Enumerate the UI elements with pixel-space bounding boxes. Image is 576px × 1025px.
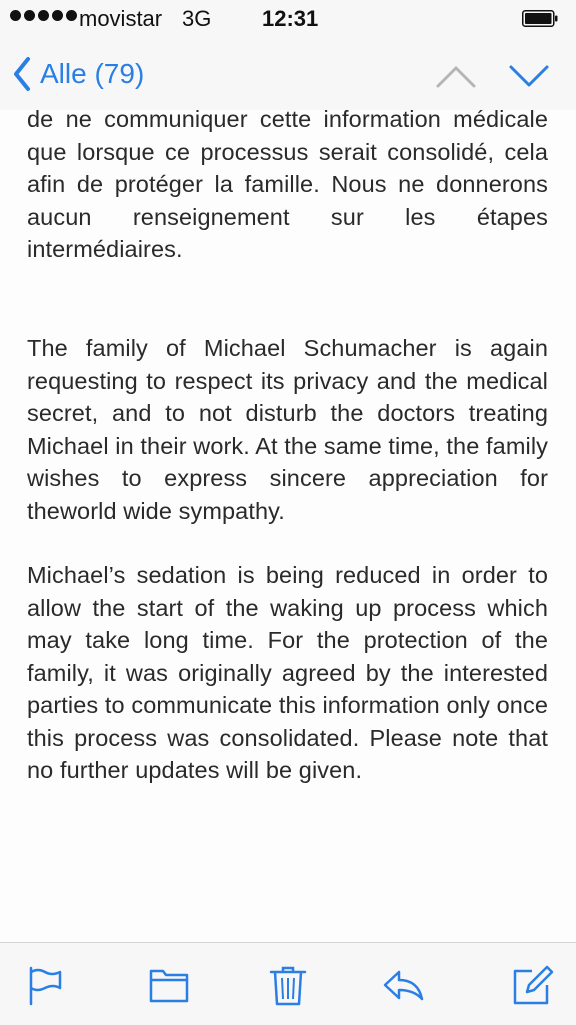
back-button[interactable]: [12, 56, 144, 92]
trash-icon: [266, 963, 310, 1007]
network-type: 3G: [182, 6, 212, 31]
signal-strength-icon: [10, 10, 77, 21]
bottom-toolbar: [0, 942, 576, 1025]
message-body[interactable]: [0, 110, 576, 942]
message-paragraph-privacy: The family of Michael Schumacher is again requesting to respect its privacy and the medical secret, and to not disturb the doctors treating Michael in their work. At the same time, the family wishes to express sincere appreciation for theworld wide sympathy.: [27, 335, 548, 524]
nav-bar: [0, 38, 576, 110]
message-paragraph-sedation: Michael’s sedation is being reduced in order to allow the start of the waking up process which may take long time. For the protection of the family, it was originally agreed by the interested parties to communicate this information only once this process was consolidated. Please note that no further updates will be given.: [27, 562, 548, 783]
reply-icon: [381, 963, 425, 1007]
delete-button[interactable]: [266, 963, 310, 1007]
flag-icon: [22, 963, 66, 1007]
flag-button[interactable]: [22, 963, 66, 1007]
status-time: 12:31: [262, 6, 319, 31]
battery-icon: [522, 10, 558, 27]
back-button-label: Alle (79): [40, 58, 145, 89]
carrier-name: movistar: [79, 6, 163, 31]
chevron-down-icon[interactable]: [508, 60, 550, 90]
status-bar: [0, 0, 576, 38]
chevron-left-icon: [12, 56, 32, 92]
reply-button[interactable]: [381, 963, 425, 1007]
message-paragraph-french: de ne communiquer cette information médicale que lorsque ce processus serait consolidé, cela afin de protéger la famille. Nous ne donnerons aucun renseignement sur les étapes intermédiaires.: [27, 110, 548, 262]
compose-icon: [510, 963, 554, 1007]
move-folder-button[interactable]: [147, 963, 191, 1007]
chevron-up-icon[interactable]: [435, 60, 477, 90]
folder-icon: [147, 963, 191, 1007]
compose-button[interactable]: [510, 963, 554, 1007]
